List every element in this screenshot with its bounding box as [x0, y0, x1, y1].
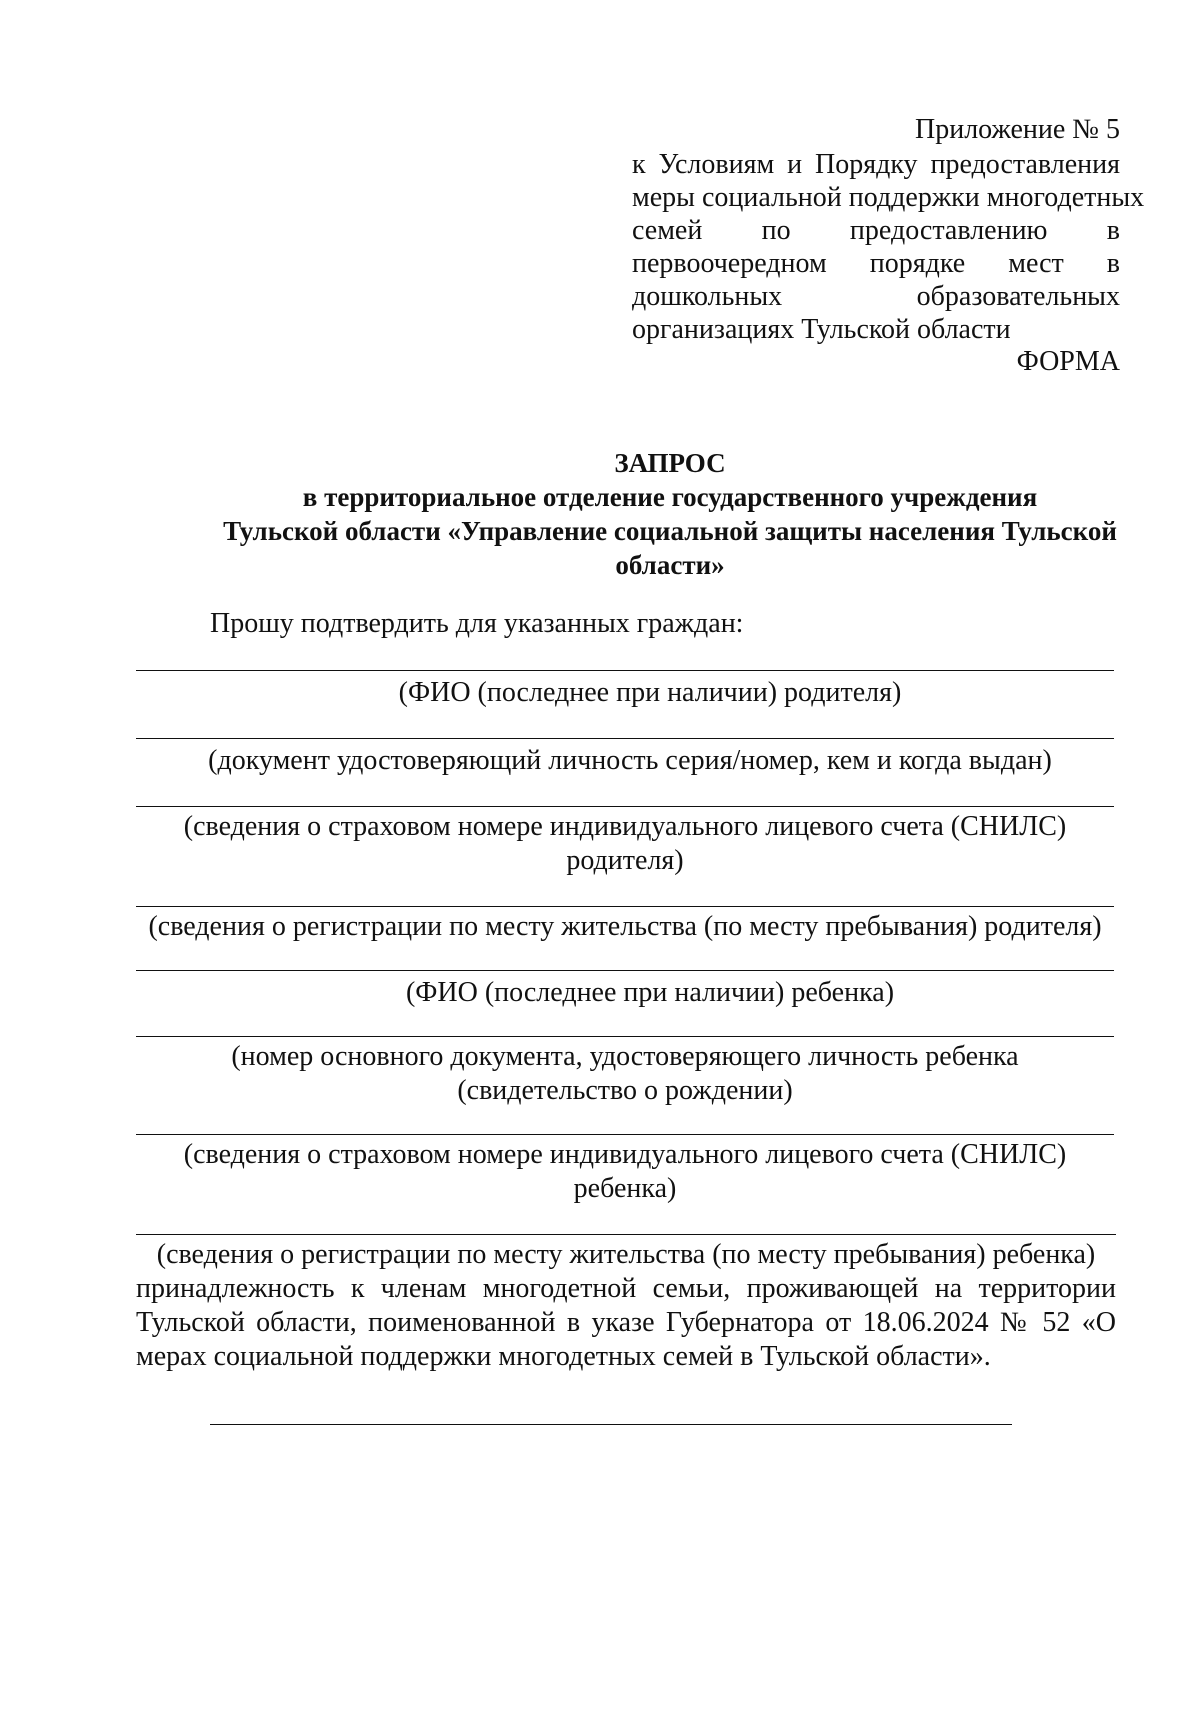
subtitle-line: в территориальное отделение государственного учреждения [302, 482, 1038, 512]
caption-line: (свидетельство о рождении) [457, 1075, 793, 1106]
fill-line[interactable] [136, 906, 1114, 907]
caption-line: родителя) [566, 845, 684, 876]
caption-line: (сведения о регистрации по месту жительства (по месту пребывания) родителя) [148, 911, 1102, 942]
fill-line[interactable] [136, 1134, 1114, 1135]
field-caption [140, 1040, 1110, 1108]
appendix-line: дошкольных образовательных [632, 281, 1120, 312]
appendix-number: Приложение № 5 [915, 114, 1120, 145]
document-subtitle [140, 480, 1200, 582]
appendix-line: к Условиям и Порядку предоставления [632, 149, 1120, 180]
fill-line[interactable] [136, 806, 1114, 807]
subtitle-line: Тульской области «Управление социальной защиты населения Тульской [223, 516, 1117, 546]
paragraph-line: принадлежность к членам многодетной семьи, проживающей на территории [136, 1273, 1116, 1304]
caption-line: (ФИО (последнее при наличии) ребенка) [405, 977, 895, 1008]
field-caption [140, 810, 1110, 878]
caption-line: (номер основного документа, удостоверяющего личность ребенка [231, 1041, 1019, 1072]
field-caption [130, 910, 1120, 944]
field-caption [180, 976, 1120, 1010]
final-paragraph [136, 1238, 1116, 1374]
fill-line[interactable] [136, 970, 1114, 971]
fill-line[interactable] [136, 738, 1114, 739]
caption-line: (ФИО (последнее при наличии) родителя) [398, 677, 902, 708]
fill-line[interactable] [136, 1036, 1114, 1037]
caption-line: ребенка) [573, 1173, 677, 1204]
paragraph-line: Тульской области, поименованной в указе Губернатора от 18.06.2024 № 52 «О [136, 1307, 1116, 1338]
caption-line: (сведения о страховом номере индивидуального лицевого счета (СНИЛС) [183, 811, 1067, 842]
appendix-line: организациях Тульской области [632, 314, 1011, 345]
field-caption [140, 1138, 1110, 1206]
appendix-line: меры социальной поддержки многодетных [632, 182, 1145, 213]
subtitle-line: области» [615, 550, 725, 580]
field-caption: (сведения о регистрации по месту жительства (по месту пребывания) ребенка) [156, 1239, 1096, 1270]
signature-line[interactable] [210, 1424, 1012, 1425]
fill-line[interactable] [136, 1234, 1116, 1235]
paragraph-line: мерах социальной поддержки многодетных семей в Тульской области». [136, 1341, 991, 1372]
intro-text: Прошу подтвердить для указанных граждан: [210, 608, 744, 639]
field-caption [180, 676, 1120, 710]
appendix-description [632, 148, 1145, 346]
caption-line: (сведения о страховом номере индивидуального лицевого счета (СНИЛС) [183, 1139, 1067, 1170]
document-title: ЗАПРОС [614, 448, 726, 478]
form-label: ФОРМА [1016, 346, 1120, 377]
fill-line[interactable] [136, 670, 1114, 671]
appendix-line: семей по предоставлению в [632, 215, 1120, 246]
field-caption [150, 744, 1110, 778]
caption-line: (документ удостоверяющий личность серия/номер, кем и когда выдан) [208, 745, 1052, 776]
appendix-line: первоочередном порядке мест в [632, 248, 1120, 279]
